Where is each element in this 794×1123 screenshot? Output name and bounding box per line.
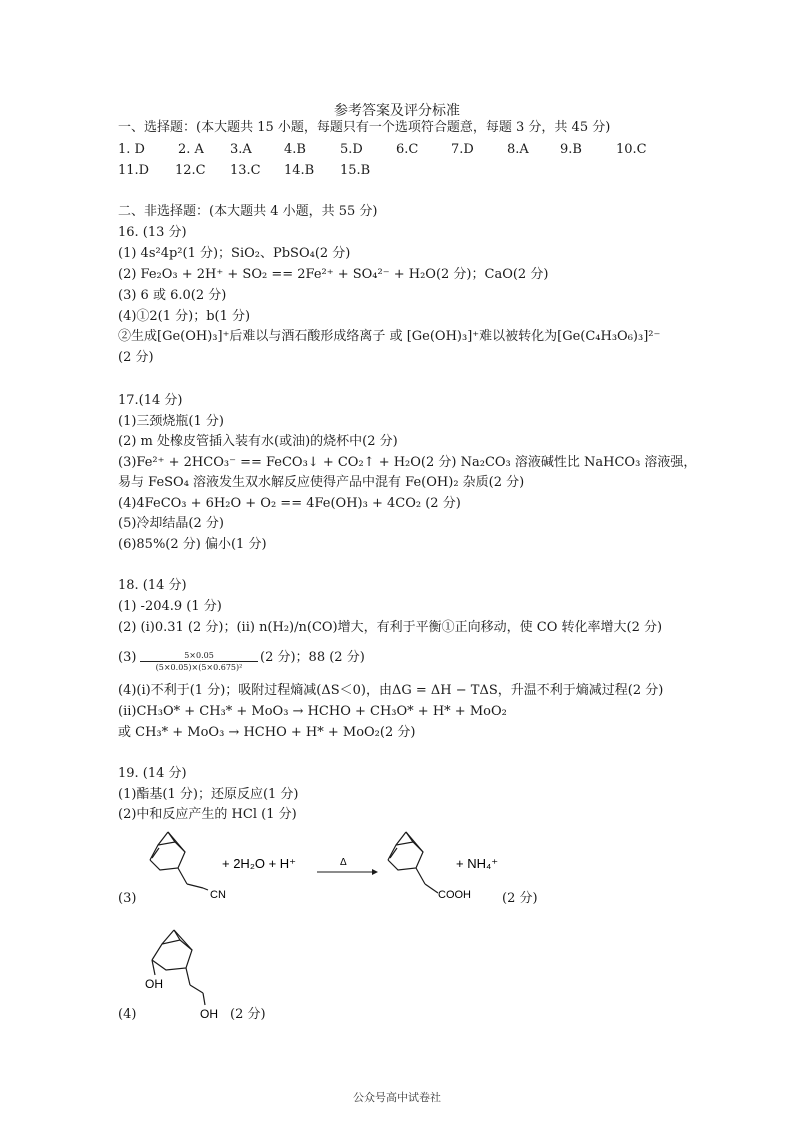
q16-heading: 16. (13 分) [118, 225, 187, 240]
mcq-answer: 10.C [616, 142, 647, 157]
mcq-answer: 14.B [284, 163, 315, 178]
q16-line: (4)①2(1 分)；b(1 分) [118, 309, 251, 324]
ammonium-label: + NH₄⁺ [456, 856, 499, 871]
q16-line: (3) 6 或 6.0(2 分) [118, 288, 227, 303]
q18-line: (2) (i)0.31 (2 分)；(ii) n(H₂)/n(CO)增大，有利于平衡①正向移动，使 CO 转化率增大(2 分) [118, 620, 663, 635]
q17-line: (4)4FeCO₃ + 6H₂O + O₂ == 4Fe(OH)₃ + 4CO₂ (2 分) [118, 496, 461, 511]
norbornene-nitrile-structure [150, 832, 208, 890]
q18-line: (1) -204.9 (1 分) [118, 599, 222, 614]
q19-line: (1)酯基(1 分)；还原反应(1 分) [118, 787, 299, 802]
cooh-label: COOH [438, 889, 471, 901]
arrow-head [372, 869, 378, 875]
mcq-answer: 15.B [340, 163, 371, 178]
q17-line: (3)Fe²⁺ + 2HCO₃⁻ == FeCO₃↓ + CO₂↑ + H₂O(2 分) Na₂CO₃ 溶液碱性比 NaHCO₃ 溶液强， [118, 455, 697, 470]
heat-label: Δ [340, 857, 347, 868]
q16-line: (1) 4s²4p²(1 分)；SiO₂、PbSO₄(2 分) [118, 246, 351, 261]
oh-label-1: OH [145, 977, 163, 991]
diol-structure [152, 930, 205, 1005]
oh-label-2: OH [200, 1007, 218, 1021]
q19-part4-score: (2 分) [230, 1007, 266, 1022]
q19-part3-score: (2 分) [502, 891, 538, 906]
q18-line: (ii)CH₃O* + CH₃* + MoO₃ → HCHO + CH₃O* + H* + MoO₂ [118, 704, 507, 719]
section2-heading: 二、非选择题：(本大题共 4 小题，共 55 分) [118, 204, 378, 219]
q18-line: (4)(i)不利于(1 分)；吸附过程熵减(ΔS＜0)，由ΔG = ΔH − TΔS，升温不利于熵减过程(2 分) [118, 683, 664, 698]
q17-line: (2) m 处橡皮管插入装有水(或油)的烧杯中(2 分) [118, 434, 398, 449]
q16-line: ②生成[Ge(OH)₃]⁺后难以与酒石酸形成络离子 或 [Ge(OH)₃]⁺难以被转化为[Ge(C₄H₃O₆)₃]²⁻ [118, 329, 661, 344]
q18-part3-label: (3) [118, 650, 137, 665]
norbornene-acid-structure [388, 832, 438, 893]
q19-part4-label: (4) [118, 1007, 137, 1022]
cn-label: CN [210, 889, 226, 901]
mcq-answer: 1. D [118, 142, 145, 157]
reagents-label: + 2H₂O + H⁺ [222, 856, 297, 871]
q18-part3-score: (2 分)；88 (2 分) [260, 650, 365, 665]
mcq-answer: 13.C [230, 163, 261, 178]
fraction-denominator: (5×0.05)×(5×0.675)² [155, 663, 243, 672]
mcq-answer: 5.D [340, 142, 363, 157]
mcq-answer: 2. A [178, 142, 204, 157]
footer-watermark: 公众号高中试卷社 [353, 1091, 441, 1104]
q17-line: (1)三颈烧瓶(1 分) [118, 414, 224, 429]
mcq-answer: 8.A [507, 142, 529, 157]
q16-line: (2) Fe₂O₃ + 2H⁺ + SO₂ == 2Fe²⁺ + SO₄²⁻ + H₂O(2 分)；CaO(2 分) [118, 267, 549, 282]
q18-heading: 18. (14 分) [118, 578, 187, 593]
mcq-answer: 7.D [451, 142, 474, 157]
fraction-numerator: 5×0.05 [140, 651, 258, 662]
mcq-answer: 12.C [175, 163, 206, 178]
q17-line: (6)85%(2 分) 偏小(1 分) [118, 537, 267, 552]
mcq-answer: 3.A [230, 142, 252, 157]
q17-heading: 17.(14 分) [118, 393, 183, 408]
q17-line: 易与 FeSO₄ 溶液发生双水解反应使得产品中混有 Fe(OH)₂ 杂质(2 分) [118, 475, 525, 490]
mcq-answer: 9.B [560, 142, 582, 157]
q18-line: 或 CH₃* + MoO₃ → HCHO + H* + MoO₂(2 分) [118, 725, 416, 740]
mcq-answer: 6.C [396, 142, 419, 157]
q19-heading: 19. (14 分) [118, 766, 187, 781]
page-title: 参考答案及评分标准 [334, 103, 460, 119]
q19-line: (2)中和反应产生的 HCl (1 分) [118, 807, 297, 822]
mcq-answer: 4.B [284, 142, 306, 157]
section1-heading: 一、选择题：(本大题共 15 小题，每题只有一个选项符合题意，每题 3 分，共 45 分) [118, 120, 611, 135]
q17-line: (5)冷却结晶(2 分) [118, 516, 224, 531]
mcq-answer: 11.D [118, 163, 150, 178]
q16-line: (2 分) [118, 350, 154, 365]
q19-part3-label: (3) [118, 891, 137, 906]
